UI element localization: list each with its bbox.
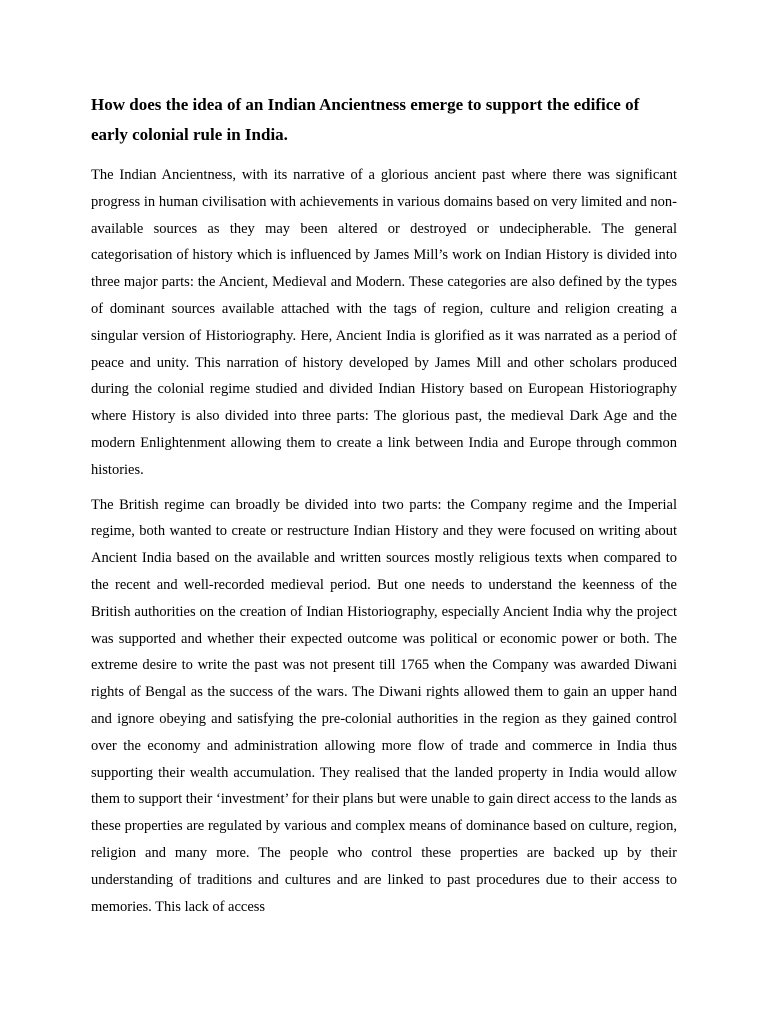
document-page xyxy=(91,90,677,928)
paragraph-1: The Indian Ancientness, with its narrative of a glorious ancient past where there was significant progress in human civilisation with achievements in various domains based on very limited and non-available sources as they may been altered or destroyed or undecipherable. The general categorisation of history which is influenced by James Mill’s work on Indian History is divided into three major parts: the Ancient, Medieval and Modern. These categories are also defined by the types of dominant sources available attached with the tags of region, culture and religion creating a singular version of Historiography. Here, Ancient India is glorified as it was narrated as a period of peace and unity. This narration of history developed by James Mill and other scholars produced during the colonial regime studied and divided Indian History based on European Historiography where History is also divided into three parts: The glorious past, the medieval Dark Age and the modern Enlightenment allowing them to create a link between India and Europe through common histories. xyxy=(91,167,677,478)
paragraph-2: The British regime can broadly be divided into two parts: the Company regime and the Imperial regime, both wanted to create or restructure Indian History and they were focused on writing about Ancient India based on the available and written sources mostly religious texts when compared to the recent and well-recorded medieval period. But one needs to understand the keenness of the British authorities on the creation of Indian Historiography, especially Ancient India why the project was supported and whether their expected outcome was political or economic power or both. The extreme desire to write the past was not present till 1765 when the Company was awarded Diwani rights of Bengal as the success of the wars. The Diwani rights allowed them to gain an upper hand and ignore obeying and satisfying the pre-colonial authorities in the region as they gained control over the economy and administration allowing more flow of trade and commerce in India thus supporting their wealth accumulation. They realised that the landed property in India would allow them to support their ‘investment’ for their plans but were unable to gain direct access to the lands as these properties are regulated by various and complex means of dominance based on culture, region, religion and many more. The people who control these properties are backed up by their understanding of traditions and cultures and are linked to past procedures due to their access to memories. This lack of access xyxy=(91,496,677,915)
document-title: How does the idea of an Indian Ancientness emerge to support the edifice of early colonial rule in India. xyxy=(91,95,640,144)
